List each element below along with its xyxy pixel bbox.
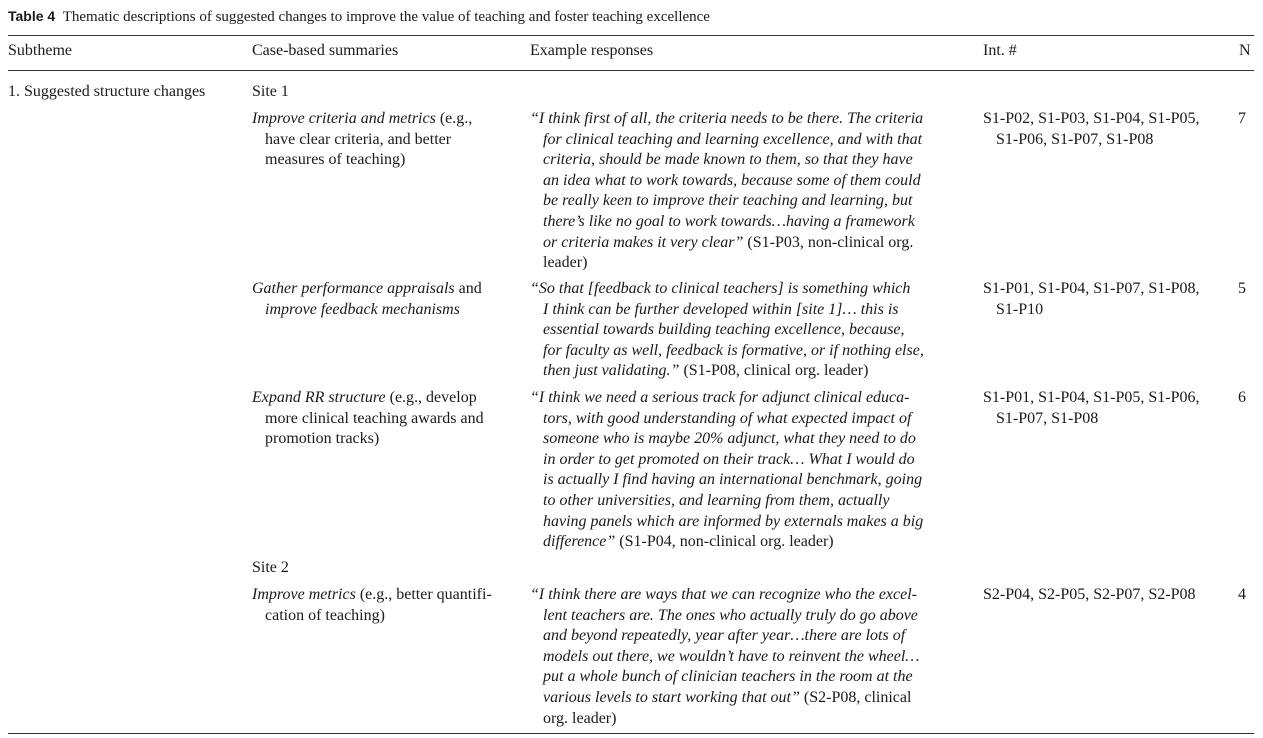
count-n: 5 bbox=[1238, 280, 1246, 297]
response-attribution: (S2-P08, clinical bbox=[799, 688, 912, 706]
response-quote: put a whole bunch of clinician teachers in the room at the bbox=[543, 668, 913, 686]
summary-line bbox=[252, 130, 472, 151]
response-quote: an idea what to work towards, because some of them could bbox=[543, 171, 921, 189]
summary-detail: and bbox=[454, 280, 482, 297]
response-line bbox=[530, 470, 923, 491]
response-quote: various levels to start working that out” bbox=[543, 688, 800, 706]
response-line bbox=[530, 688, 920, 709]
top-rule bbox=[8, 35, 1254, 36]
response-line bbox=[530, 409, 923, 430]
summary-theme: Expand RR structure bbox=[252, 389, 386, 406]
summary-line bbox=[252, 388, 484, 409]
summary-line bbox=[252, 409, 484, 430]
response-quote: criteria, should be made known to them, so that they have bbox=[543, 151, 913, 169]
response-line bbox=[530, 130, 923, 151]
response-line bbox=[530, 109, 923, 130]
response-quote: to other universities, and learning from them, actually bbox=[543, 491, 890, 509]
response-line bbox=[530, 429, 923, 450]
response-line bbox=[530, 233, 923, 254]
response-line bbox=[530, 300, 924, 321]
response-quote: in order to get promoted on their track… What I would do bbox=[543, 450, 915, 468]
response-quote: for faculty as well, feedback is formative, or if nothing else, bbox=[543, 341, 924, 359]
case-summary bbox=[252, 279, 482, 320]
interview-ids bbox=[983, 279, 1200, 320]
header-n: N bbox=[1239, 42, 1251, 59]
summary-detail: promotion tracks) bbox=[265, 430, 380, 448]
response-attribution: (S1-P03, non-clinical org. bbox=[743, 233, 914, 251]
response-quote: “I think there are ways that we can recognize who the excel- bbox=[530, 586, 918, 603]
summary-line bbox=[252, 300, 482, 321]
response-line bbox=[530, 279, 924, 300]
interview-ids bbox=[983, 388, 1200, 429]
response-quote: essential towards building teaching excellence, because, bbox=[543, 321, 905, 339]
example-response bbox=[530, 109, 923, 274]
header-summaries: Case-based summaries bbox=[252, 42, 399, 59]
response-quote: or criteria makes it very clear” bbox=[543, 233, 744, 251]
example-response bbox=[530, 388, 923, 553]
header-subtheme: Subtheme bbox=[8, 42, 72, 59]
summary-detail: (e.g., bbox=[435, 110, 473, 127]
summary-detail: more clinical teaching awards and bbox=[265, 409, 484, 427]
response-line bbox=[530, 191, 923, 212]
response-quote: then just validating.” bbox=[543, 362, 680, 380]
response-line bbox=[530, 361, 924, 382]
interview-id-line: S1-P02, S1-P03, S1-P04, S1-P05, bbox=[983, 110, 1200, 127]
response-line bbox=[530, 388, 923, 409]
response-quote: someone who is maybe 20% adjunct, what they need to do bbox=[543, 430, 916, 448]
response-attribution: (S1-P04, non-clinical org. leader) bbox=[615, 533, 834, 551]
interview-id-line: S1-P10 bbox=[996, 300, 1044, 318]
response-line bbox=[530, 212, 923, 233]
response-attribution: leader) bbox=[543, 254, 588, 272]
response-quote: there’s like no goal to work towards…having a framework bbox=[543, 212, 915, 230]
interview-ids bbox=[983, 109, 1200, 150]
summary-line bbox=[252, 279, 482, 300]
header-int: Int. # bbox=[983, 42, 1017, 59]
response-quote: I think can be further developed within [site 1]… this is bbox=[543, 300, 899, 318]
response-line bbox=[530, 171, 923, 192]
interview-id-line: S2-P04, S2-P05, S2-P07, S2-P08 bbox=[983, 586, 1196, 603]
interview-id-line: S1-P01, S1-P04, S1-P05, S1-P06, bbox=[983, 389, 1200, 406]
interview-id-line: S1-P01, S1-P04, S1-P07, S1-P08, bbox=[983, 280, 1200, 297]
response-line bbox=[530, 667, 920, 688]
response-quote: “So that [feedback to clinical teachers] is something which bbox=[530, 280, 911, 297]
summary-detail: measures of teaching) bbox=[265, 151, 406, 169]
response-attribution: org. leader) bbox=[543, 709, 617, 727]
summary-theme: Gather performance appraisals bbox=[252, 280, 455, 297]
response-quote: for clinical teaching and learning excellence, and with that bbox=[543, 130, 923, 148]
case-summary bbox=[252, 109, 472, 171]
bottom-rule bbox=[8, 733, 1254, 734]
site-2-label: Site 2 bbox=[252, 559, 289, 576]
response-quote: models out there, we wouldn’t have to reinvent the wheel… bbox=[543, 647, 920, 665]
response-quote: tors, with good understanding of what expected impact of bbox=[543, 409, 912, 427]
count-n: 6 bbox=[1238, 389, 1246, 406]
response-attribution: (S1-P08, clinical org. leader) bbox=[679, 362, 869, 380]
response-quote: be really keen to improve their teaching and learning, but bbox=[543, 192, 913, 210]
response-line bbox=[530, 532, 923, 553]
response-line bbox=[530, 320, 924, 341]
response-quote: lent teachers are. The ones who actually truly do go above bbox=[543, 606, 918, 624]
response-line bbox=[530, 450, 923, 471]
table-label: Table 4 bbox=[8, 8, 56, 24]
interview-id-line: S1-P06, S1-P07, S1-P08 bbox=[996, 130, 1154, 148]
header-examples: Example responses bbox=[530, 42, 654, 59]
response-quote: “I think we need a serious track for adjunct clinical educa- bbox=[530, 389, 910, 406]
summary-line bbox=[252, 150, 472, 171]
case-summary bbox=[252, 388, 484, 450]
table-caption bbox=[8, 6, 710, 27]
response-quote: and beyond repeatedly, year after year…there are lots of bbox=[543, 627, 906, 645]
example-response bbox=[530, 279, 924, 382]
summary-detail: (e.g., better quantifi- bbox=[355, 586, 492, 603]
response-line bbox=[530, 512, 923, 533]
example-response bbox=[530, 585, 920, 729]
response-line bbox=[530, 491, 923, 512]
response-line bbox=[530, 585, 920, 606]
response-line bbox=[530, 626, 920, 647]
interview-id-line: S1-P07, S1-P08 bbox=[996, 409, 1099, 427]
summary-detail: have clear criteria, and better bbox=[265, 130, 452, 148]
summary-line bbox=[252, 606, 492, 627]
summary-line bbox=[252, 429, 484, 450]
subtheme-label: 1. Suggested structure changes bbox=[8, 83, 206, 100]
response-line bbox=[530, 150, 923, 171]
response-line bbox=[530, 341, 924, 362]
response-quote: “I think first of all, the criteria needs to be there. The criteria bbox=[530, 110, 924, 127]
response-line bbox=[530, 606, 920, 627]
site-1-label: Site 1 bbox=[252, 83, 289, 100]
summary-line bbox=[252, 585, 492, 606]
summary-line bbox=[252, 109, 472, 130]
case-summary bbox=[252, 585, 492, 626]
count-n: 7 bbox=[1238, 110, 1246, 127]
response-line bbox=[530, 647, 920, 668]
response-quote: having panels which are informed by externals makes a big bbox=[543, 512, 924, 530]
summary-theme: Improve metrics bbox=[252, 586, 356, 603]
response-quote: is actually I find having an international benchmark, going bbox=[543, 471, 923, 489]
interview-ids bbox=[983, 585, 1196, 606]
header-rule bbox=[8, 70, 1254, 71]
table-title: Thematic descriptions of suggested changes to improve the value of teaching and foster teaching excellence bbox=[62, 9, 710, 25]
summary-theme: improve feedback mechanisms bbox=[265, 300, 460, 318]
response-quote: difference” bbox=[543, 533, 616, 551]
summary-detail: cation of teaching) bbox=[265, 606, 385, 624]
summary-theme: Improve criteria and metrics bbox=[252, 110, 436, 127]
count-n: 4 bbox=[1238, 586, 1246, 603]
summary-detail: (e.g., develop bbox=[385, 389, 477, 406]
